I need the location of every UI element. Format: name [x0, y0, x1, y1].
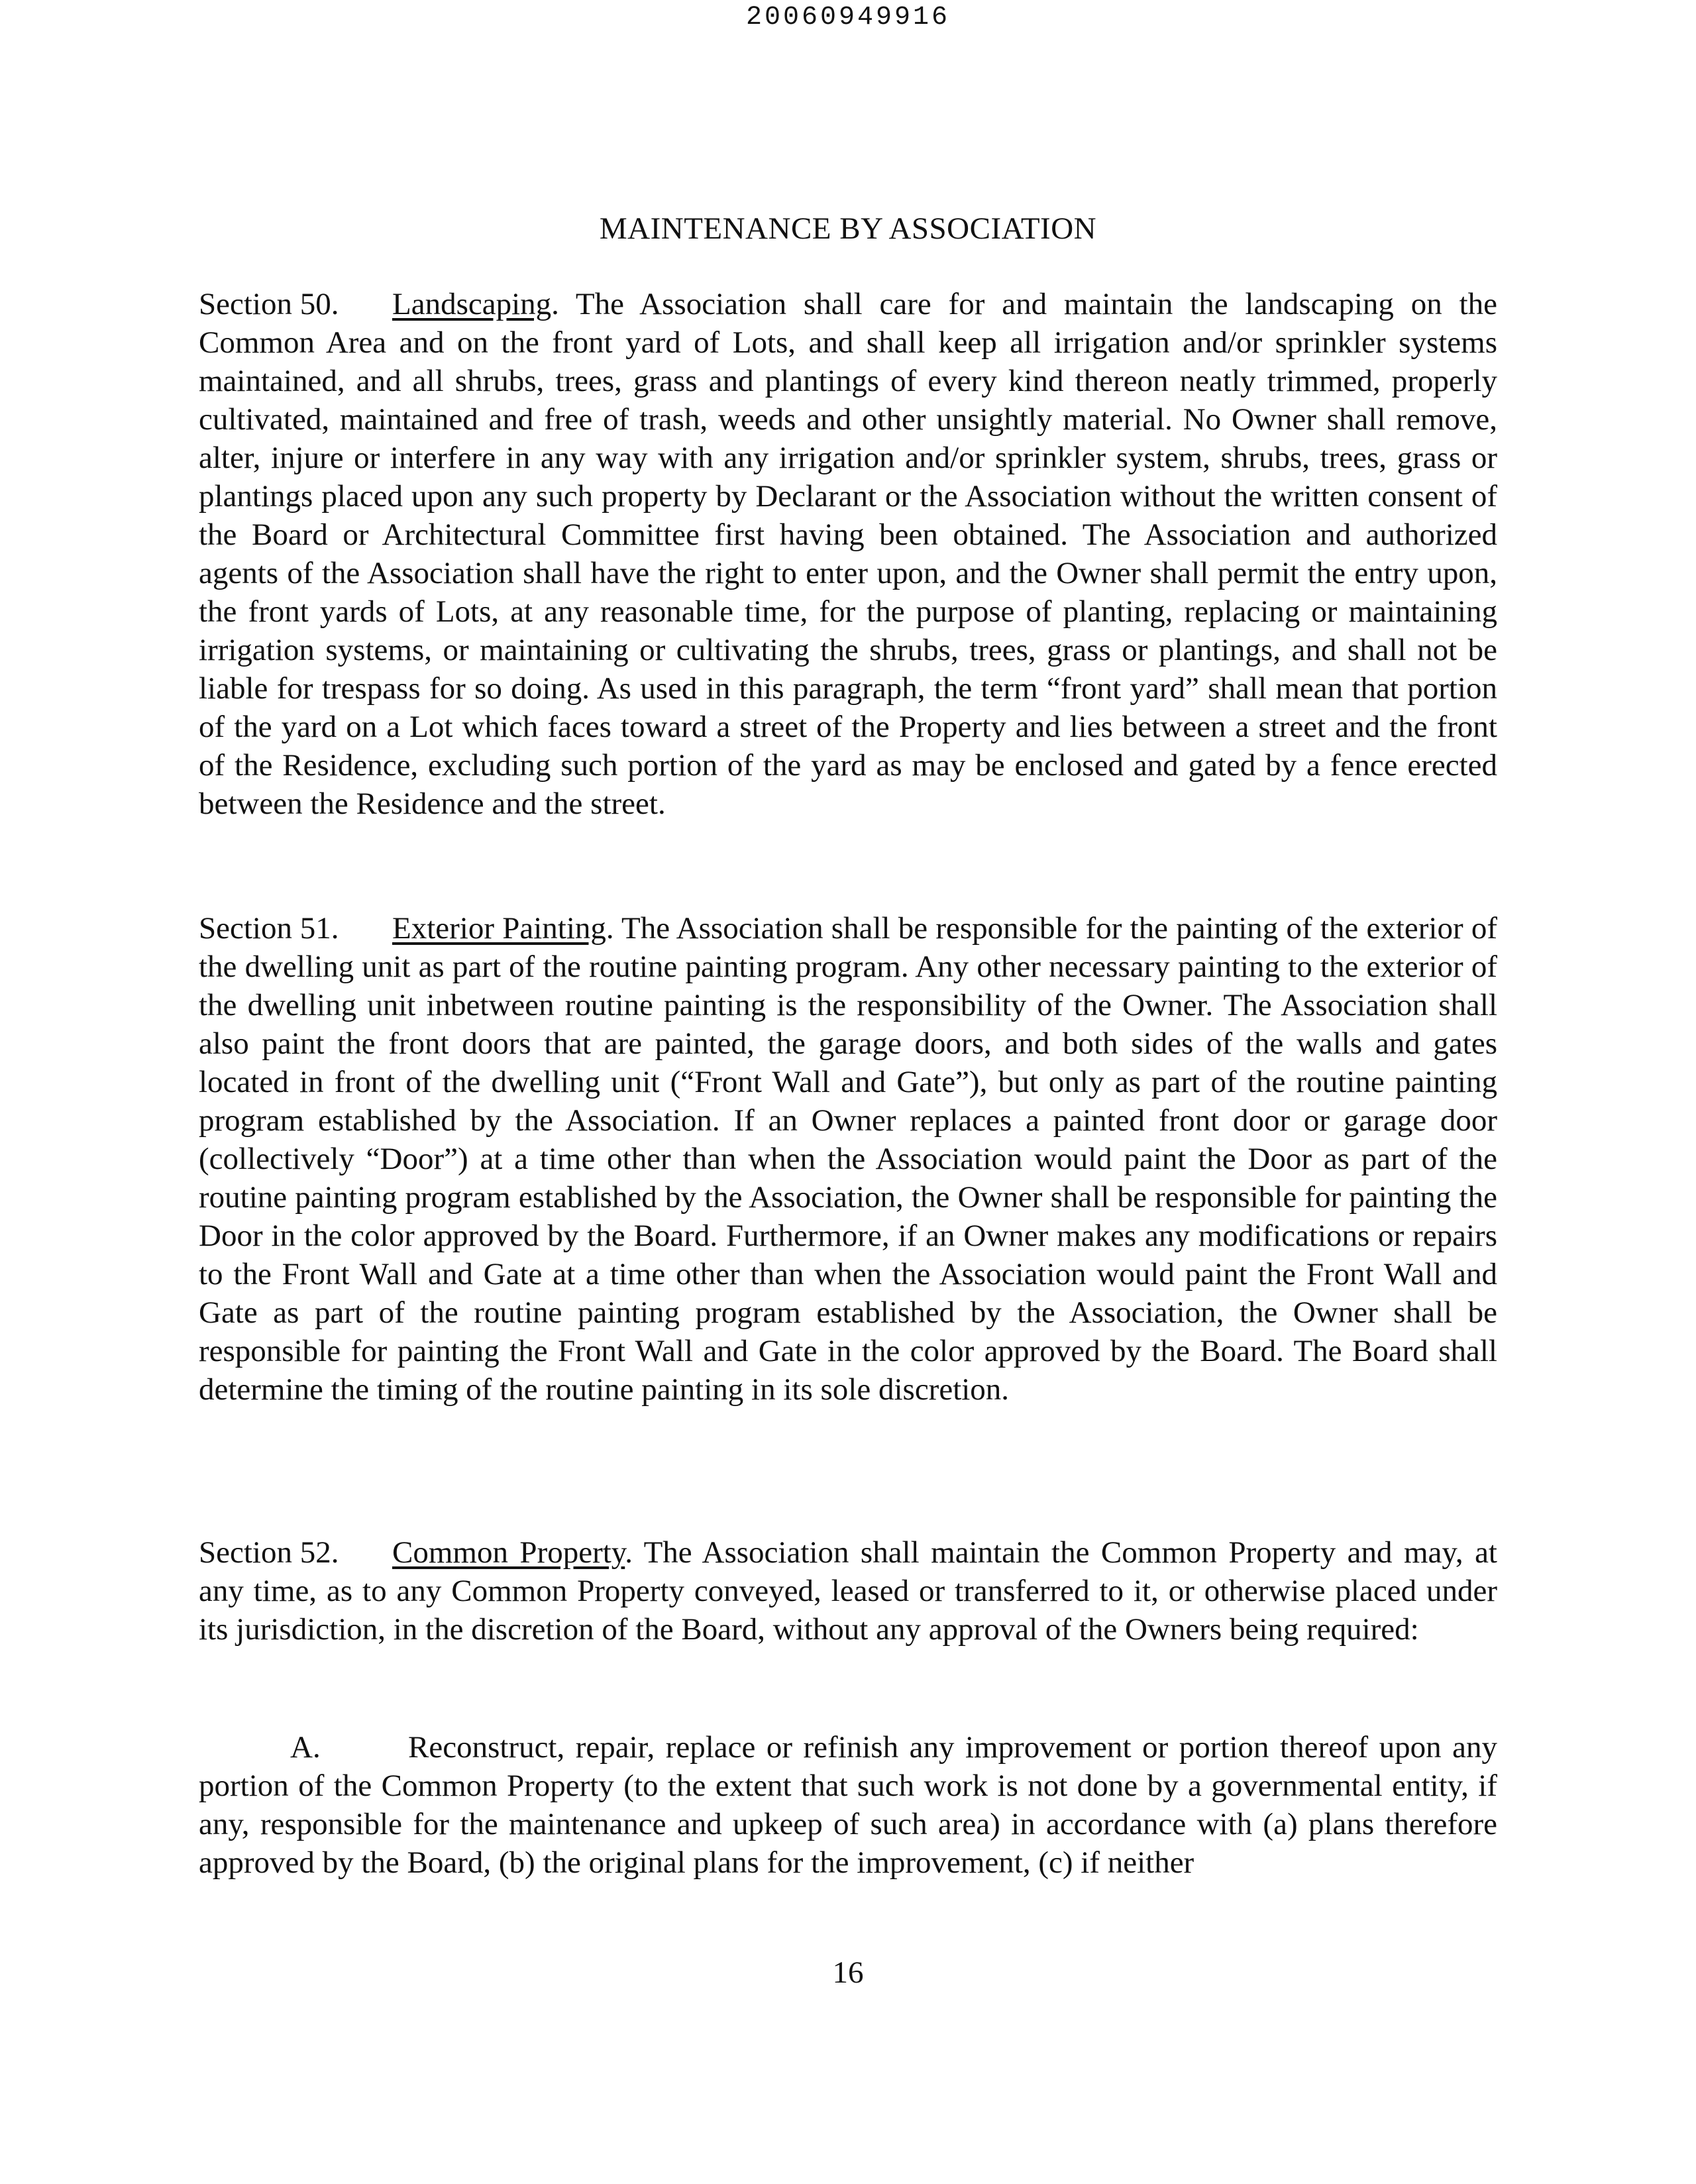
- subsection-label: A.: [290, 1730, 321, 1765]
- section-label: Section 51.: [199, 911, 339, 946]
- section-50-paragraph: [199, 285, 1497, 823]
- section-heading: Landscaping: [392, 287, 552, 321]
- section-52-paragraph: [199, 1533, 1497, 1649]
- subsection-a-paragraph: [199, 1728, 1497, 1882]
- document-number: 20060949916: [745, 3, 951, 32]
- section-label: Section 52.: [199, 1535, 339, 1570]
- section-label: Section 50.: [199, 287, 339, 321]
- section-text: . The Association shall be responsible for the painting of the exterior of the dwelling unit as part of the routine painting program. Any other necessary painting to the exterior of the dwelling unit inbetween routine painting is the responsibility of the Owner. The Association shall also paint the front doors that are painted, the garage doors, and both sides of the walls and gates located in front of the dwelling unit (“Front Wall and Gate”), but only as part of the routine painting program established by the Association. If an Owner replaces a painted front door or garage door (collectively “Door”) at a time other than when the Association would paint the Door as part of the routine painting program established by the Association, the Owner shall be responsible for painting the Door in the color approved by the Board. Furthermore, if an Owner makes any modifications or repairs to the Front Wall and Gate at a time other than when the Association would paint the Front Wall and Gate as part of the routine painting program established by the Association, the Owner shall be responsible for painting the Front Wall and Gate in the color approved by the Board. The Board shall determine the timing of the routine painting in its sole discretion.: [199, 911, 1497, 1407]
- section-heading: Exterior Painting: [392, 911, 606, 946]
- section-heading: Common Property: [392, 1535, 625, 1570]
- page-number: 16: [832, 1955, 864, 1990]
- section-text: . The Association shall care for and maintain the landscaping on the Common Area and on the front yard of Lots, and shall keep all irrigation and/or sprinkler systems maintained, and all shrubs, trees, grass and plantings of every kind thereon neatly trimmed, properly cultivated, maintained and free of trash, weeds and other unsightly material. No Owner shall remove, alter, injure or interfere in any way with any irrigation and/or sprinkler system, shrubs, trees, grass or plantings placed upon any such property by Declarant or the Association without the written consent of the Board or Architectural Committee first having been obtained. The Association and authorized agents of the Association shall have the right to enter upon, and the Owner shall permit the entry upon, the front yards of Lots, at any reasonable time, for the purpose of planting, replacing or maintaining irrigation systems, or maintaining or cultivating the shrubs, trees, grass or plantings, and shall not be liable for trespass for so doing. As used in this paragraph, the term “front yard” shall mean that portion of the yard on a Lot which faces toward a street of the Property and lies between a street and the front of the Residence, excluding such portion of the yard as may be enclosed and gated by a fence erected between the Residence and the street.: [199, 287, 1497, 821]
- section-text: . The Association shall maintain the Common Property and may, at any time, as to any Common Property conveyed, leased or transferred to it, or otherwise placed under its jurisdiction, in the discretion of the Board, without any approval of the Owners being required:: [199, 1535, 1497, 1647]
- page-title: MAINTENANCE BY ASSOCIATION: [599, 211, 1097, 246]
- section-51-paragraph: [199, 909, 1497, 1409]
- subsection-text: Reconstruct, repair, replace or refinish any improvement or portion thereof upon any portion of the Common Property (to the extent that such work is not done by a governmental entity, if any, responsible for the maintenance and upkeep of such area) in accordance with (a) plans therefore approved by the Board, (b) the original plans for the improvement, (c) if neither: [199, 1730, 1497, 1880]
